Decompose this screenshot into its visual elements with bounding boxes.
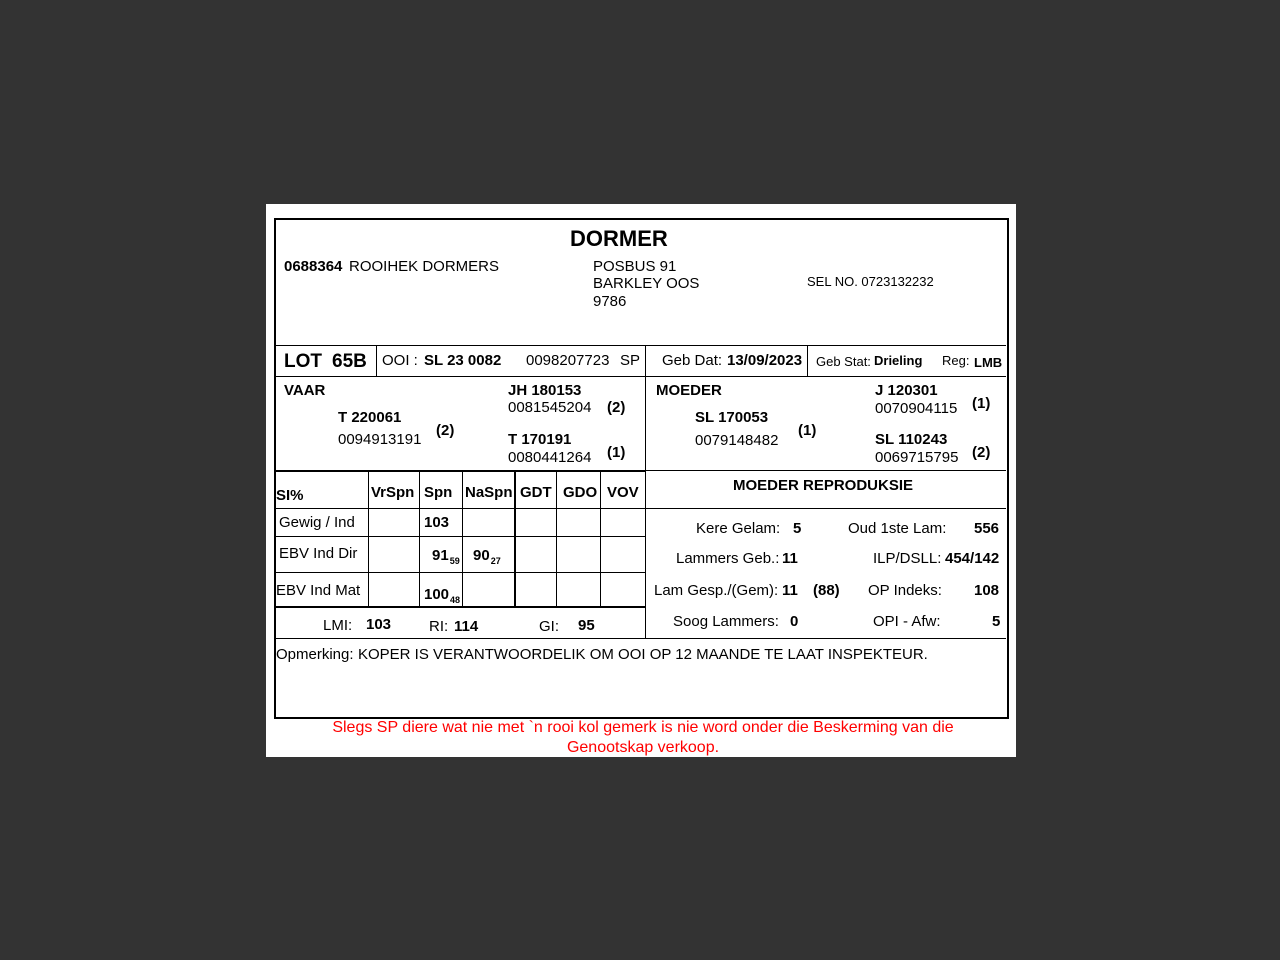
- oud-value: 556: [974, 520, 1000, 537]
- sire-label: VAAR: [284, 382, 326, 399]
- perf-row-spn: $91_{59}$: [432, 547, 460, 566]
- sire-dam-number: 0080441264: [508, 449, 592, 466]
- protection-notice: Slegs SP diere wat nie met `n rooi kol gemerk is nie word onder die Beskerming van die Genootskap verkoop.: [332, 719, 954, 756]
- card-border: [274, 218, 1009, 719]
- ewe-id: SL 23 0082: [424, 352, 502, 369]
- dam-label: MOEDER: [656, 382, 722, 399]
- address-line1: POSBUS 91: [593, 258, 677, 275]
- perf-header-gdo: GDO: [563, 484, 598, 501]
- sire-number: 0094913191: [338, 431, 422, 448]
- remark-text: KOPER IS VERANTWOORDELIK OM OOI OP 12 MAANDE TE LAAT INSPEKTEUR.: [358, 646, 928, 663]
- sire-id: T 220061: [338, 409, 402, 426]
- opi-label: OPI - Afw:: [873, 613, 941, 630]
- perf-row-label: EBV Ind Dir: [279, 545, 358, 562]
- repro-title: MOEDER REPRODUKSIE: [733, 477, 914, 494]
- perf-header-si: SI%: [276, 487, 304, 504]
- lammers-value: 11: [782, 550, 798, 567]
- ewe-label: OOI :: [382, 352, 418, 369]
- dam-id: SL 170053: [695, 409, 769, 426]
- opi-value: 5: [992, 613, 1001, 630]
- perf-row-spn: $100_{48}$: [424, 586, 461, 605]
- kere-value: 5: [793, 520, 802, 537]
- gi-value: 95: [578, 617, 595, 634]
- lot-label: LOT: [284, 351, 322, 372]
- birth-status-label: Geb Stat:: [816, 354, 871, 369]
- birth-status-value: Drieling: [874, 353, 923, 368]
- breeder-number: 0688364: [284, 258, 343, 275]
- sire-dam-mark: (1): [607, 444, 626, 461]
- lammers-label: Lammers Geb.:: [676, 550, 780, 567]
- dam-sire-mark: (1): [972, 395, 991, 412]
- dam-dam-mark: (2): [972, 444, 991, 461]
- perf-header-spn: Spn: [424, 484, 453, 501]
- address-line3: 9786: [593, 293, 627, 310]
- soog-value: 0: [790, 613, 799, 630]
- remark-label: Opmerking:: [276, 646, 354, 663]
- reg-value: LMB: [974, 355, 1003, 370]
- gi-label: GI:: [539, 618, 560, 635]
- birth-date-label: Geb Dat:: [662, 352, 723, 369]
- gesp-value: 11: [782, 582, 798, 599]
- perf-header-vrspn: VrSpn: [371, 484, 415, 501]
- ewe-number: 0098207723: [526, 352, 610, 369]
- lmi-value: 103: [366, 616, 392, 633]
- sire-sire-number: 0081545204: [508, 399, 592, 416]
- perf-header-vov: VOV: [607, 484, 639, 501]
- reg-label: Reg:: [942, 353, 970, 368]
- sire-sire-id: JH 180153: [508, 382, 582, 399]
- kere-label: Kere Gelam:: [696, 520, 781, 537]
- sire-sire-mark: (2): [607, 399, 626, 416]
- birth-date-value: 13/09/2023: [727, 352, 803, 369]
- gesp-label: Lam Gesp./(Gem):: [654, 582, 779, 599]
- dam-number: 0079148482: [695, 432, 779, 449]
- dam-sire-id: J 120301: [875, 382, 938, 399]
- perf-row-label: Gewig / Ind: [279, 514, 355, 531]
- lmi-label: LMI:: [323, 617, 353, 634]
- sel-number: SEL NO. 0723132232: [807, 274, 934, 289]
- lot-value: 65B: [332, 351, 367, 372]
- gem-value: (88): [813, 582, 840, 599]
- dam-sire-number: 0070904115: [875, 400, 958, 417]
- perf-row-naspn: $90_{27}$: [473, 547, 501, 566]
- perf-row-label: EBV Ind Mat: [276, 582, 361, 599]
- oud-label: Oud 1ste Lam:: [848, 520, 947, 537]
- perf-header-naspn: NaSpn: [465, 484, 513, 501]
- dam-mark: (1): [798, 422, 817, 439]
- address-line2: BARKLEY OOS: [593, 275, 700, 292]
- sire-dam-id: T 170191: [508, 431, 572, 448]
- ilp-label: ILP/DSLL:: [873, 550, 942, 567]
- ri-label: RI:: [429, 618, 449, 635]
- breeder-name: ROOIHEK DORMERS: [349, 258, 500, 275]
- ewe-grade: SP: [620, 352, 641, 369]
- op-label: OP Indeks:: [868, 582, 942, 599]
- soog-label: Soog Lammers:: [673, 613, 779, 630]
- ilp-value: 454/142: [945, 550, 1000, 567]
- op-value: 108: [974, 582, 1000, 599]
- breed-title: DORMER: [570, 226, 668, 251]
- dam-dam-number: 0069715795: [875, 449, 959, 466]
- dam-dam-id: SL 110243: [875, 431, 948, 448]
- perf-header-gdt: GDT: [520, 484, 552, 501]
- sire-mark: (2): [436, 422, 455, 439]
- ri-value: 114: [454, 618, 479, 635]
- perf-row-spn: 103: [424, 514, 450, 531]
